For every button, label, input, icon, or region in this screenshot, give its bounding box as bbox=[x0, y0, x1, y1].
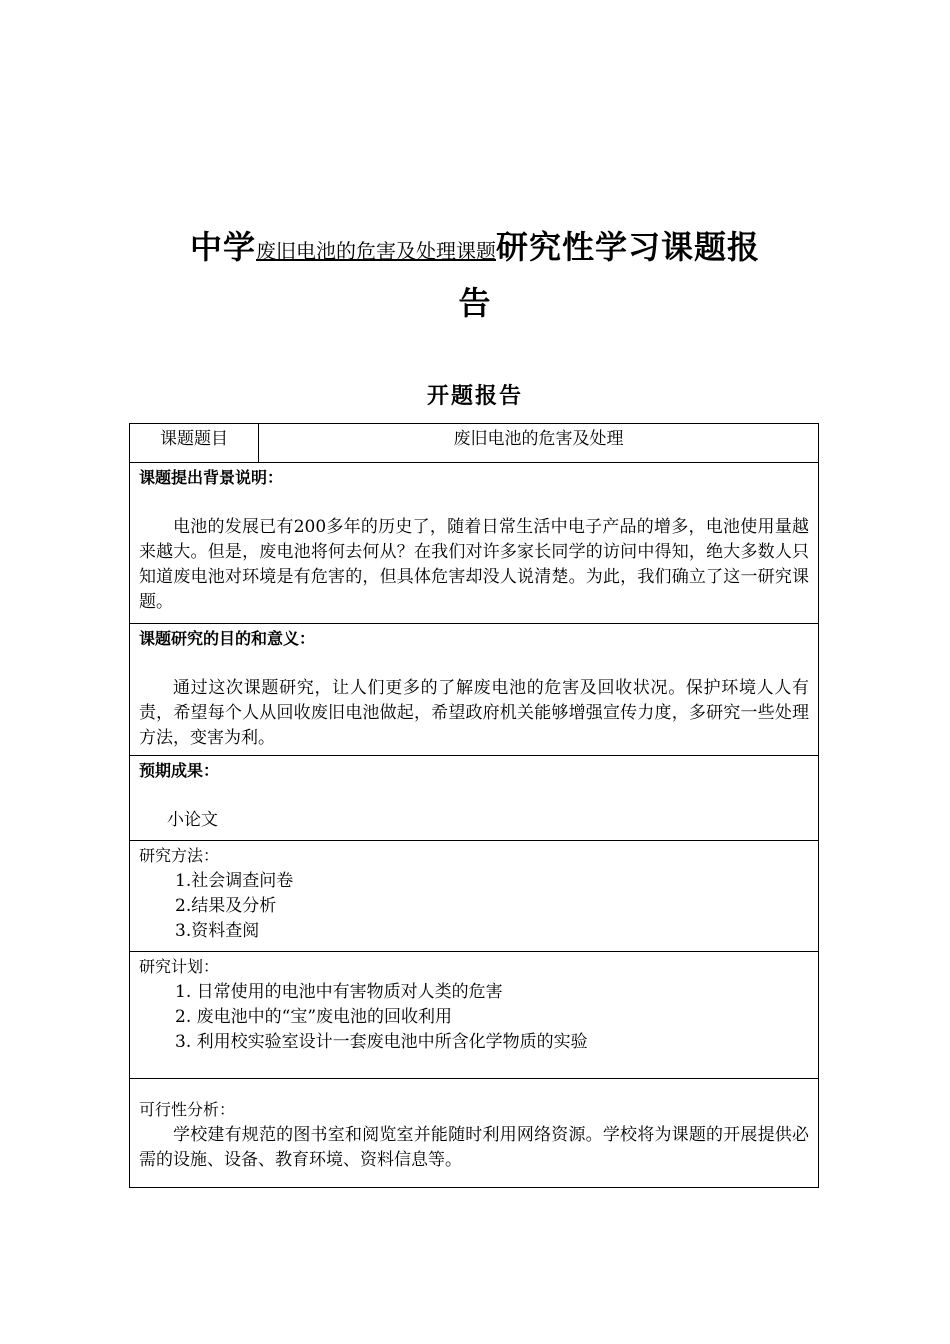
topic-row bbox=[130, 424, 819, 463]
expected-text: 小论文 bbox=[167, 810, 218, 830]
plan-item bbox=[139, 1030, 809, 1055]
expected-heading: 预期成果： bbox=[139, 761, 220, 780]
expected-row bbox=[130, 756, 819, 841]
feasibility-row bbox=[130, 1079, 819, 1188]
plan-row bbox=[130, 952, 819, 1079]
background-text: 电池的发展已有200多年的历史了，随着日常生活中电子产品的增多，电池使用量越来越大。但是，废电池将何去何从？在我们对许多家长同学的访问中得知，绝大多数人只知道废电池对环境是有危害的，但具体危害却没人说清楚。为此，我们确立了这一研究课题。 bbox=[139, 517, 809, 612]
plan-item-number: 3. bbox=[175, 1032, 192, 1052]
methods-heading: 研究方法： bbox=[139, 846, 220, 865]
purpose-text: 通过这次课题研究，让人们更多的了解废电池的危害及回收状况。保护环境人人有责，希望每个人从回收废旧电池做起，希望政府机关能够增强宣传力度，多研究一些处理方法，变害为利。 bbox=[139, 678, 809, 748]
methods-row bbox=[130, 841, 819, 952]
feasibility-heading: 可行性分析： bbox=[139, 1100, 236, 1119]
plan-item-number: 1. bbox=[175, 982, 192, 1002]
title-suffix-line2: 告 bbox=[458, 284, 492, 322]
feasibility-text: 学校建有规范的图书室和阅览室并能随时利用网络资源。学校将为课题的开展提供必需的设施、设备、教育环境、资料信息等。 bbox=[139, 1125, 809, 1170]
background-heading: 课题提出背景说明： bbox=[139, 468, 284, 487]
plan-item-number: 2. bbox=[175, 1007, 192, 1027]
purpose-heading: 课题研究的目的和意义： bbox=[139, 629, 316, 648]
title-suffix-line1: 研究性学习课题报 bbox=[496, 228, 761, 266]
plan-heading: 研究计划： bbox=[139, 957, 220, 976]
proposal-table bbox=[129, 423, 819, 1188]
plan-item bbox=[139, 980, 809, 1005]
purpose-row bbox=[130, 624, 819, 756]
topic-label: 课题题目 bbox=[130, 424, 259, 463]
plan-item-text: 利用校实验室设计一套废电池中所含化学物质的实验 bbox=[196, 1032, 588, 1052]
plan-item-text: 日常使用的电池中有害物质对人类的危害 bbox=[196, 982, 503, 1002]
title-prefix: 中学 bbox=[189, 228, 256, 266]
method-item: 2.结果及分析 bbox=[175, 896, 277, 916]
section-heading: 开题报告 bbox=[426, 384, 523, 409]
background-row bbox=[130, 463, 819, 624]
plan-item-text: 废电池中的“宝”废电池的回收利用 bbox=[196, 1007, 453, 1027]
method-item: 1.社会调查问卷 bbox=[175, 871, 294, 891]
report-title bbox=[0, 222, 950, 334]
title-subject: 废旧电池的危害及处理课题 bbox=[256, 239, 496, 263]
plan-item bbox=[139, 1005, 809, 1030]
topic-value: 废旧电池的危害及处理 bbox=[259, 424, 819, 463]
method-item: 3.资料查阅 bbox=[175, 921, 260, 941]
